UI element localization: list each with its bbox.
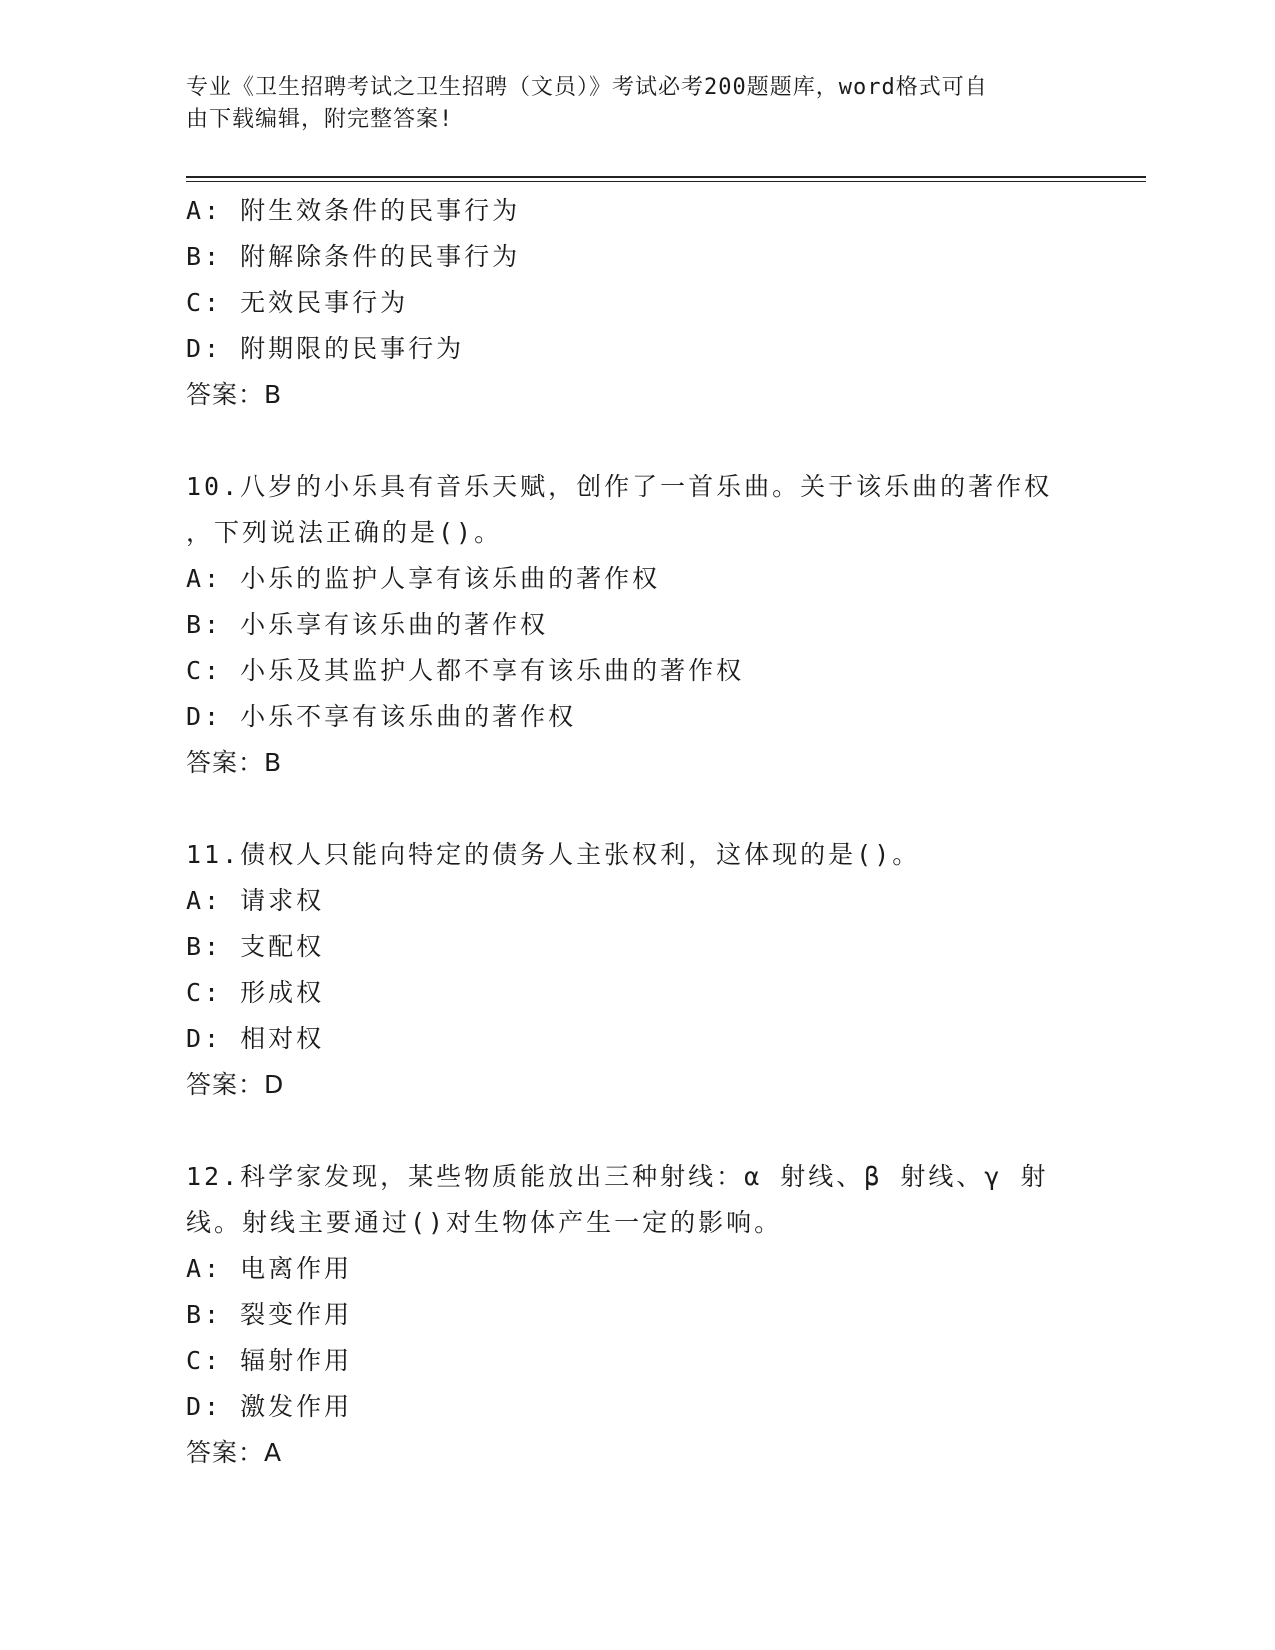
- header-line-1: 专业《卫生招聘考试之卫生招聘（文员）》考试必考200题题库，word格式可自: [186, 75, 988, 100]
- question-stem-line-1: 12.科学家发现，某些物质能放出三种射线：α 射线、β 射线、γ 射: [186, 1162, 1049, 1191]
- option-c: C: 小乐及其监护人都不享有该乐曲的著作权: [186, 656, 745, 685]
- option-d: D: 小乐不享有该乐曲的著作权: [186, 702, 577, 731]
- document-header: [186, 72, 1086, 136]
- question-11: [186, 832, 1086, 1108]
- option-c: C: 形成权: [186, 978, 325, 1007]
- option-d: D: 附期限的民事行为: [186, 334, 465, 363]
- option-b: B: 支配权: [186, 932, 325, 961]
- question-stem-line-2: ，下列说法正确的是()。: [186, 518, 503, 547]
- option-a: A: 附生效条件的民事行为: [186, 196, 521, 225]
- option-b: B: 小乐享有该乐曲的著作权: [186, 610, 549, 639]
- spacer: [186, 1108, 1086, 1154]
- option-c: C: 辐射作用: [186, 1346, 353, 1375]
- answer: 答案：B: [186, 748, 283, 777]
- question-12: [186, 1154, 1086, 1476]
- option-a: A: 电离作用: [186, 1254, 353, 1283]
- question-10: [186, 464, 1086, 786]
- answer: 答案：A: [186, 1438, 283, 1467]
- question-list: [186, 188, 1086, 1476]
- question-9: [186, 188, 1086, 418]
- option-a: A: 小乐的监护人享有该乐曲的著作权: [186, 564, 661, 593]
- header-line-2: 由下载编辑，附完整答案!: [186, 107, 454, 132]
- option-c: C: 无效民事行为: [186, 288, 409, 317]
- header-divider-thick: [186, 176, 1146, 178]
- question-stem-line-1: 10.八岁的小乐具有音乐天赋，创作了一首乐曲。关于该乐曲的著作权: [186, 472, 1053, 501]
- option-d: D: 激发作用: [186, 1392, 353, 1421]
- question-stem-line-2: 线。射线主要通过()对生物体产生一定的影响。: [186, 1208, 783, 1237]
- question-stem-line-1: 11.债权人只能向特定的债务人主张权利，这体现的是()。: [186, 840, 921, 869]
- option-d: D: 相对权: [186, 1024, 325, 1053]
- spacer: [186, 786, 1086, 832]
- option-a: A: 请求权: [186, 886, 325, 915]
- header-divider-thin: [186, 181, 1146, 182]
- answer: 答案：D: [186, 1070, 285, 1099]
- answer: 答案：B: [186, 380, 283, 409]
- option-b: B: 裂变作用: [186, 1300, 353, 1329]
- spacer: [186, 418, 1086, 464]
- option-b: B: 附解除条件的民事行为: [186, 242, 521, 271]
